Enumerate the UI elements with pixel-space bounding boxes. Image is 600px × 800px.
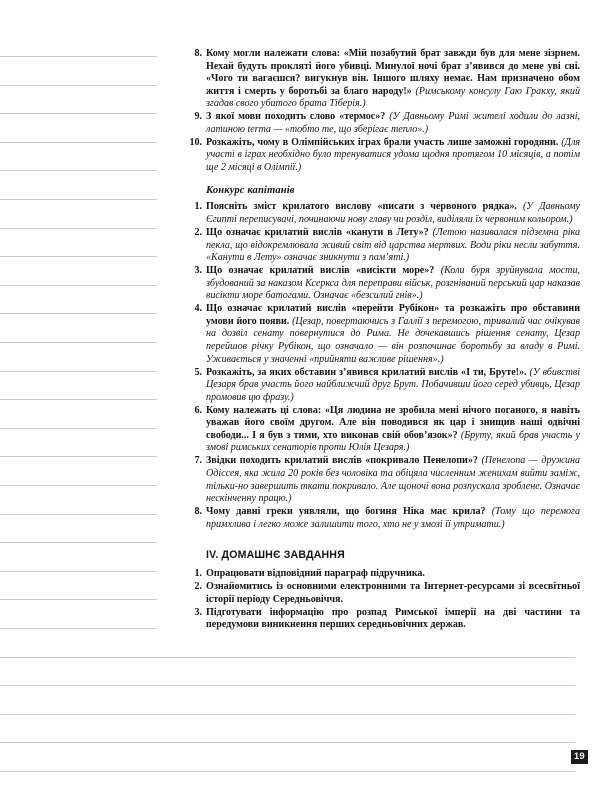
- list-item: [184, 581, 580, 606]
- captains-contest-list: [184, 201, 580, 531]
- answer-text: (Пенелопа — дружина Одіссея, яка жила 20 років без чоловіка та обіцяла численним женихам вийти заміж, тільки-но завершить ткати покривало. Але щоночі вона розпускала зроблене. Означає нескінченну працю.): [206, 455, 581, 505]
- section-heading-captains-contest: Конкурс капітанів: [206, 185, 295, 197]
- list-item: [184, 137, 580, 175]
- page-content: [184, 48, 580, 632]
- answer-text: (Римському консулу Гаю Гракху, який згадав свого убитого брата Тіберія.): [206, 85, 580, 110]
- list-item: [184, 405, 580, 455]
- answer-text: (Цезар, повертаючись з Галлії з перемогою, тривалий час очікував на дозвіл сенату повернутися до Рима. Не дочекавшись рішення сенату, Цезар перейшов річку Рубікон, що означало — він розпочинає боротьбу за владу в Римі. Уживається у значенні «прийняти важливе рішення».): [206, 315, 580, 365]
- question-text: Кому могли належати слова: «Мій позабутий брат завжди був для мене зізрнем. Нехай будуть прокляті його убивці. Минулої ночі брат з’явився до мене уві сні. «Чого ти вагаєшся? вигукнув він. Іншого шляху немає. Нам призначено обом життя і смерть у боротьбі за благо народу!»: [206, 48, 580, 97]
- answer-text: (У вбивстві Цезаря брав участь його найближчий друг Брут. Побачивши його серед убивць, Цезар промовив цю фразу.): [206, 366, 580, 403]
- list-item: [184, 506, 580, 531]
- question-text: Поясніть зміст крилатого вислову «писати з червоного рядка».: [206, 201, 523, 213]
- answer-text: (Для участі в іграх необхідно було тренуватися удома щодня протягом 10 місяців, а потім ще 2 місяці в Олімпії.): [206, 136, 580, 173]
- item-number: 7.: [194, 455, 202, 467]
- item-number: 2.: [194, 227, 202, 239]
- question-text: Що означає крилатий вислів «перейти Рубікон» та розкажіть про обставини умови його появи.: [206, 303, 580, 327]
- question-text: Розкажіть, за яких обставин з’явився крилатий вислів «І ти, Бруте!».: [206, 366, 530, 378]
- question-text: Що означає крилатий вислів «висікти море»?: [206, 265, 441, 277]
- homework-list: [184, 568, 580, 632]
- questions-continued-list: [184, 48, 580, 174]
- answer-text: (Коли буря зруйнувала мости, збудований за наказом Ксеркса для переправи військ, розгніваний перський цар наказав висікти море батогами. Означає «безсилий гнів».): [206, 265, 580, 302]
- item-number: 1.: [194, 568, 202, 580]
- question-text: Що означає крилатий вислів «канути в Лету»?: [206, 227, 433, 239]
- item-number: 4.: [194, 303, 202, 315]
- question-text: З якої мови походить слово «термос»?: [206, 111, 390, 123]
- item-number: 3.: [194, 265, 202, 277]
- list-item: [184, 201, 580, 226]
- question-text: Розкажіть, чому в Олімпійських іграх брали участь лише заможні городяни.: [206, 136, 562, 148]
- item-number: 6.: [194, 404, 202, 416]
- homework-text: Підготувати інформацію про розпад Римської імперії на дві частини та передумови виникнення перших середньовічних держав.: [206, 606, 580, 631]
- item-number: 3.: [194, 606, 202, 618]
- homework-text: Ознайомитись із основними електронними та Інтернет-ресурсами зі всесвітньої історії періоду Середньовіччя.: [206, 581, 580, 605]
- list-item: [184, 265, 580, 303]
- item-number: 2.: [194, 581, 202, 593]
- answer-text: (У Давньому Римі жителі ходили до лазні, латиною terma — «тобто те, що зберігає тепло».): [206, 111, 580, 135]
- section-heading-homework: IV. ДОМАШНЄ ЗАВДАННЯ: [206, 549, 345, 562]
- answer-text: (У Давньому Єгипті переписувачі, починаючи нову главу чи розділ, виділяли їх червоним кольором.): [206, 201, 580, 226]
- answer-text: (Летою називалася підземна ріка пекла, що відокремлювала живий світ від царства мертвих. Води ріки несли забуття. «Канути в Лету» означає зникнути з пам’яті.): [206, 227, 580, 264]
- list-item: [184, 367, 580, 405]
- item-number: 9.: [194, 111, 202, 123]
- list-item: [184, 111, 580, 136]
- item-number: 5.: [194, 366, 202, 378]
- question-text: Звідки походить крилатий вислів «покривало Пенелопи»?: [206, 455, 482, 467]
- page-number: 19: [571, 750, 588, 764]
- item-number: 8.: [194, 48, 202, 59]
- list-item: [184, 227, 580, 265]
- list-item: [184, 455, 580, 505]
- list-item: [184, 568, 580, 581]
- item-number: 10.: [189, 136, 202, 148]
- item-number: 8.: [194, 506, 202, 518]
- list-item: [184, 48, 580, 111]
- homework-text: Опрацювати відповідний параграф підручника.: [206, 568, 425, 580]
- answer-text: (Бруту, який брав участь у змові римських сенаторів проти Юлія Цезаря.): [206, 429, 580, 454]
- list-item: [184, 607, 580, 632]
- list-item: [184, 303, 580, 366]
- answer-text: (Тому що перемога примхлива і легко може залишити того, хто не у змозі її утримати.): [206, 506, 580, 530]
- item-number: 1.: [194, 201, 202, 213]
- question-text: Кому належать ці слова: «Ця людина не зробила мені нічого поганого, я навіть уважав його своїм другом. Але він поводився як цар і знищив наші одвічні свободи... І я був з тими, хто виконав свій обов’язок»?: [206, 404, 580, 441]
- question-text: Чому давні греки уявляли, що богиня Ніка має крила?: [206, 506, 492, 518]
